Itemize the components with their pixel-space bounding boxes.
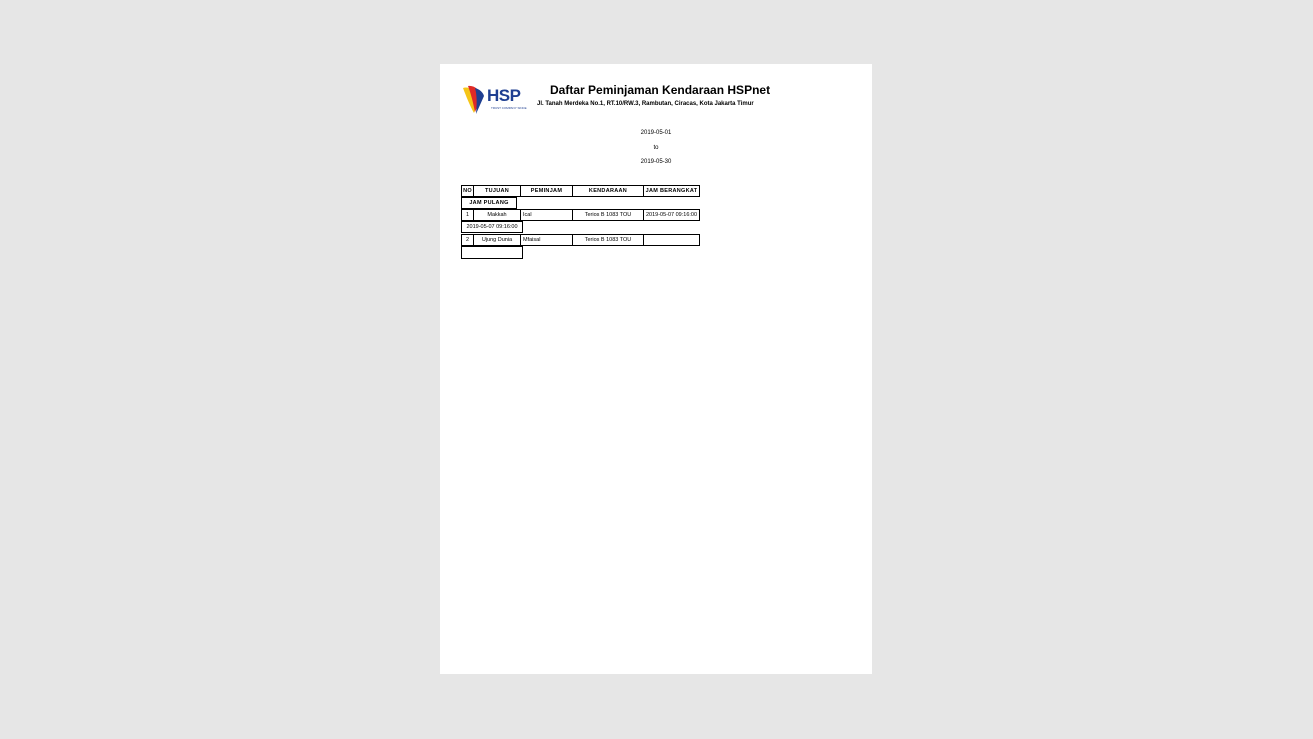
table-cell-jam-berangkat bbox=[643, 234, 700, 246]
table-cell-kendaraan: Terios B 1083 TOU bbox=[572, 234, 644, 246]
col-header-kendaraan: KENDARAAN bbox=[572, 185, 644, 197]
col-header-jam-berangkat: JAM BERANGKAT bbox=[643, 185, 700, 197]
logo-text: HSP bbox=[487, 86, 521, 105]
table-cell-jam-pulang: 2019-05-07 09:16:00 bbox=[461, 221, 523, 233]
table-cell-tujuan: Makkah bbox=[473, 209, 521, 221]
period-from: 2019-05-01 bbox=[640, 130, 672, 136]
report-page bbox=[440, 64, 872, 674]
table-cell-no: 2 bbox=[461, 234, 474, 246]
table-cell-tujuan: Ujung Dunia bbox=[473, 234, 521, 246]
table-cell-jam-pulang bbox=[461, 246, 523, 259]
col-header-jam-pulang: JAM PULANG bbox=[461, 197, 517, 209]
period-to: 2019-05-30 bbox=[640, 159, 672, 165]
report-title: Daftar Peminjaman Kendaraan HSPnet bbox=[550, 83, 771, 97]
table-cell-peminjam: Mfaisal bbox=[520, 234, 573, 246]
table-cell-kendaraan: Terios B 1083 TOU bbox=[572, 209, 644, 221]
logo-tagline: TRUST COMPANY SINCE bbox=[491, 106, 527, 110]
report-address: Jl. Tanah Merdeka No.1, RT.10/RW.3, Rambutan, Ciracas, Kota Jakarta Timur bbox=[537, 101, 754, 107]
table-cell-no: 1 bbox=[461, 209, 474, 221]
hsp-logo bbox=[460, 82, 527, 116]
table-cell-jam-berangkat: 2019-05-07 09:16:00 bbox=[643, 209, 700, 221]
table-cell-peminjam: Ical bbox=[520, 209, 573, 221]
period-separator: to bbox=[653, 145, 659, 151]
col-header-no: NO bbox=[461, 185, 474, 197]
col-header-tujuan: TUJUAN bbox=[473, 185, 521, 197]
col-header-peminjam: PEMINJAM bbox=[520, 185, 573, 197]
